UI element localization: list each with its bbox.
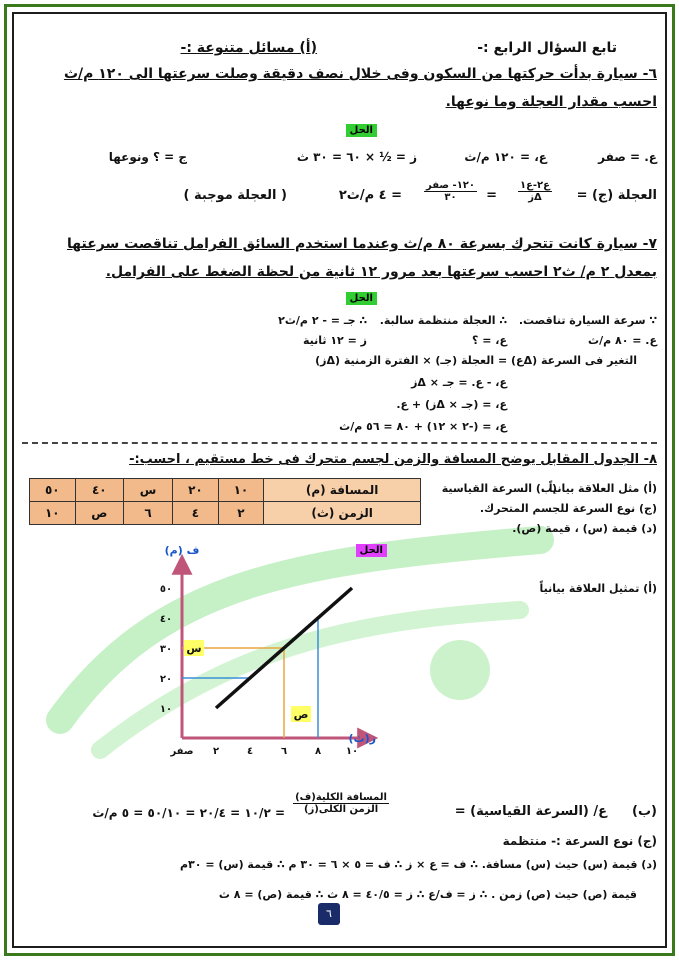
answer-b-label: (ب) <box>632 804 657 819</box>
x-tick-label: ٢ <box>212 746 220 757</box>
q8-req-d: (د) قيمة (س) ، قيمة (ص). <box>512 522 657 535</box>
q7-solution-badge: الحل <box>346 292 377 305</box>
y-tick-label: ٥٠ <box>159 584 173 595</box>
q7-step2b: ع، = ؟ <box>472 334 507 347</box>
distance-time-table <box>29 478 421 525</box>
x-tick-label: صفر <box>170 746 194 757</box>
section-divider <box>22 442 657 444</box>
q6-equation-label: العجلة (ج) = <box>576 188 657 203</box>
content <box>22 22 657 938</box>
x-tick-label: ٤ <box>246 746 254 757</box>
q6-solution-badge: الحل <box>346 124 377 137</box>
graph-title: (أ) تمثيل العلاقة بيانياً <box>539 582 657 595</box>
table-cell: ص <box>75 502 123 525</box>
q6-frac2-num: ١٢٠- صفر <box>425 180 475 191</box>
point-s-label: س <box>186 642 202 655</box>
answer-d: (د) قيمة (س) حيث (س) مسافة. ∴ ف = ع × ز ∴ ف = ٥ × ٦ = ٣٠ م ∴ قيمة (س) = ٣٠م <box>179 858 657 871</box>
y-axis-label: ف (م) <box>164 544 200 557</box>
table-row <box>30 479 421 502</box>
q6-given4: ج = ؟ ونوعها <box>108 150 187 164</box>
q6-given1: ع. = صفر <box>598 150 657 164</box>
q6-fraction-2 <box>424 180 477 203</box>
table-cell: ٥٠ <box>30 479 76 502</box>
y-tick-label: ٢٠ <box>159 674 173 685</box>
q6-line2: احسب مقدار العجلة وما نوعها. <box>445 94 657 110</box>
q6-frac2-den: ٣٠ <box>444 192 457 203</box>
table-cell: س <box>123 479 172 502</box>
q8-req-a: (أ) مثل العلاقة بيانياً . <box>540 482 657 495</box>
q7-step5: ع، = (جـ × Δز) + ع. <box>396 398 507 411</box>
q7-line2: بمعدل ٢ م/ ث٢ احسب سرعتها بعد مرور ١٢ ثانية من لحظة الضغط على الفرامل. <box>105 264 657 280</box>
q7-step4: ع، - ع. = جـ × Δز <box>411 376 507 389</box>
q8-req-b: (ب) السرعة القياسية <box>441 482 557 495</box>
answer-e: قيمة (ص) حيث (ص) زمن . ∴ ز = ف/ع ∴ ز = ٤٠/٥ = ٨ ث ∴ قيمة (ص) = ٨ ث <box>218 888 637 901</box>
q7-line1: ٧- سيارة كانت تتحرك بسرعة ٨٠ م/ث وعندما استخدم السائق الفرامل تناقصت سرعتها <box>66 236 657 252</box>
table-header-time: الزمن (ث) <box>264 502 421 525</box>
x-tick-label: ٨ <box>314 746 322 757</box>
answer-b-frac-num: المسافة الكلية(ف) <box>295 792 387 803</box>
answer-b-fraction <box>293 792 389 815</box>
q7-step6: ع، = (-٢ × ١٢) + ٨٠ = ٥٦ م/ث <box>339 420 507 433</box>
x-tick-label: ١٠ <box>345 746 359 757</box>
header-subtitle: (أ) مسائل متنوعة :- <box>180 40 317 56</box>
answer-b-text: ع/ (السرعة القياسية) = <box>454 804 607 819</box>
q7-step3: التغير فى السرعة (Δع) = العجلة (جـ) × الفترة الزمنية (Δز) <box>315 354 637 367</box>
table-cell: ١٠ <box>218 479 264 502</box>
q6-frac1-den: Δز <box>528 192 542 203</box>
table-header-distance: المسافة (م) <box>264 479 421 502</box>
table-cell: ٤٠ <box>75 479 123 502</box>
q6-given2: ع، = ١٢٠ م/ث <box>464 150 547 164</box>
q6-given3: ز = ½ × ٦٠ = ٣٠ ث <box>296 150 417 164</box>
q7-step1c: ∴ جـ = - ٢ م/ث٢ <box>278 314 367 327</box>
q7-step1b: ∴ العجلة منتظمة سالبة. <box>379 314 507 327</box>
q6-equals-1: = <box>486 188 497 203</box>
q8-req-c: (ج) نوع السرعة للجسم المتحرك. <box>479 502 657 515</box>
table-cell: ١٠ <box>30 502 76 525</box>
table-cell: ٦ <box>123 502 172 525</box>
table-cell: ٢٠ <box>173 479 219 502</box>
q8-solution-badge: الحل <box>356 544 387 557</box>
q6-frac1-num: ع٢-ع١ <box>519 180 550 191</box>
y-tick-label: ١٠ <box>159 704 173 715</box>
answer-b-frac-den: الزمن الكلى(ز) <box>303 804 379 815</box>
x-tick-label: ٦ <box>280 746 288 757</box>
x-axis-label: ز(ث) <box>348 732 376 745</box>
q6-fraction-1 <box>518 180 552 203</box>
header-title: تابع السؤال الرابع :- <box>477 40 617 56</box>
q6-result: = ٤ م/ث٢ <box>338 188 402 203</box>
q6-acceleration-type: ( العجلة موجبة ) <box>183 188 287 203</box>
table-row <box>30 502 421 525</box>
table-cell: ٤ <box>173 502 219 525</box>
point-c-label: ص <box>293 708 309 721</box>
table-cell: ٢ <box>218 502 264 525</box>
q7-step2c: ز = ١٢ ثانية <box>302 334 367 347</box>
q7-step2a: ع. = ٨٠ م/ث <box>588 334 657 347</box>
answer-b-result: = ١٠/٢ = ٢٠/٤ = ٥٠/١٠ = ٥ م/ث <box>92 806 285 820</box>
page-number: ٦ <box>318 903 340 925</box>
q7-step1a: ∵ سرعة السيارة تناقصت. <box>518 314 657 327</box>
y-tick-label: ٤٠ <box>159 614 173 625</box>
y-tick-label: ٣٠ <box>159 644 173 655</box>
q8-line1: ٨- الجدول المقابل يوضح المسافة والزمن لجسم متحرك فى خط مستقيم ، احسب:- <box>129 452 657 467</box>
q6-line1: ٦- سيارة بدأت حركتها من السكون وفى خلال نصف دقيقة وصلت سرعتها الى ١٢٠ م/ث <box>63 66 657 82</box>
answer-c: (ج) نوع السرعة :- منتظمة <box>502 834 657 848</box>
